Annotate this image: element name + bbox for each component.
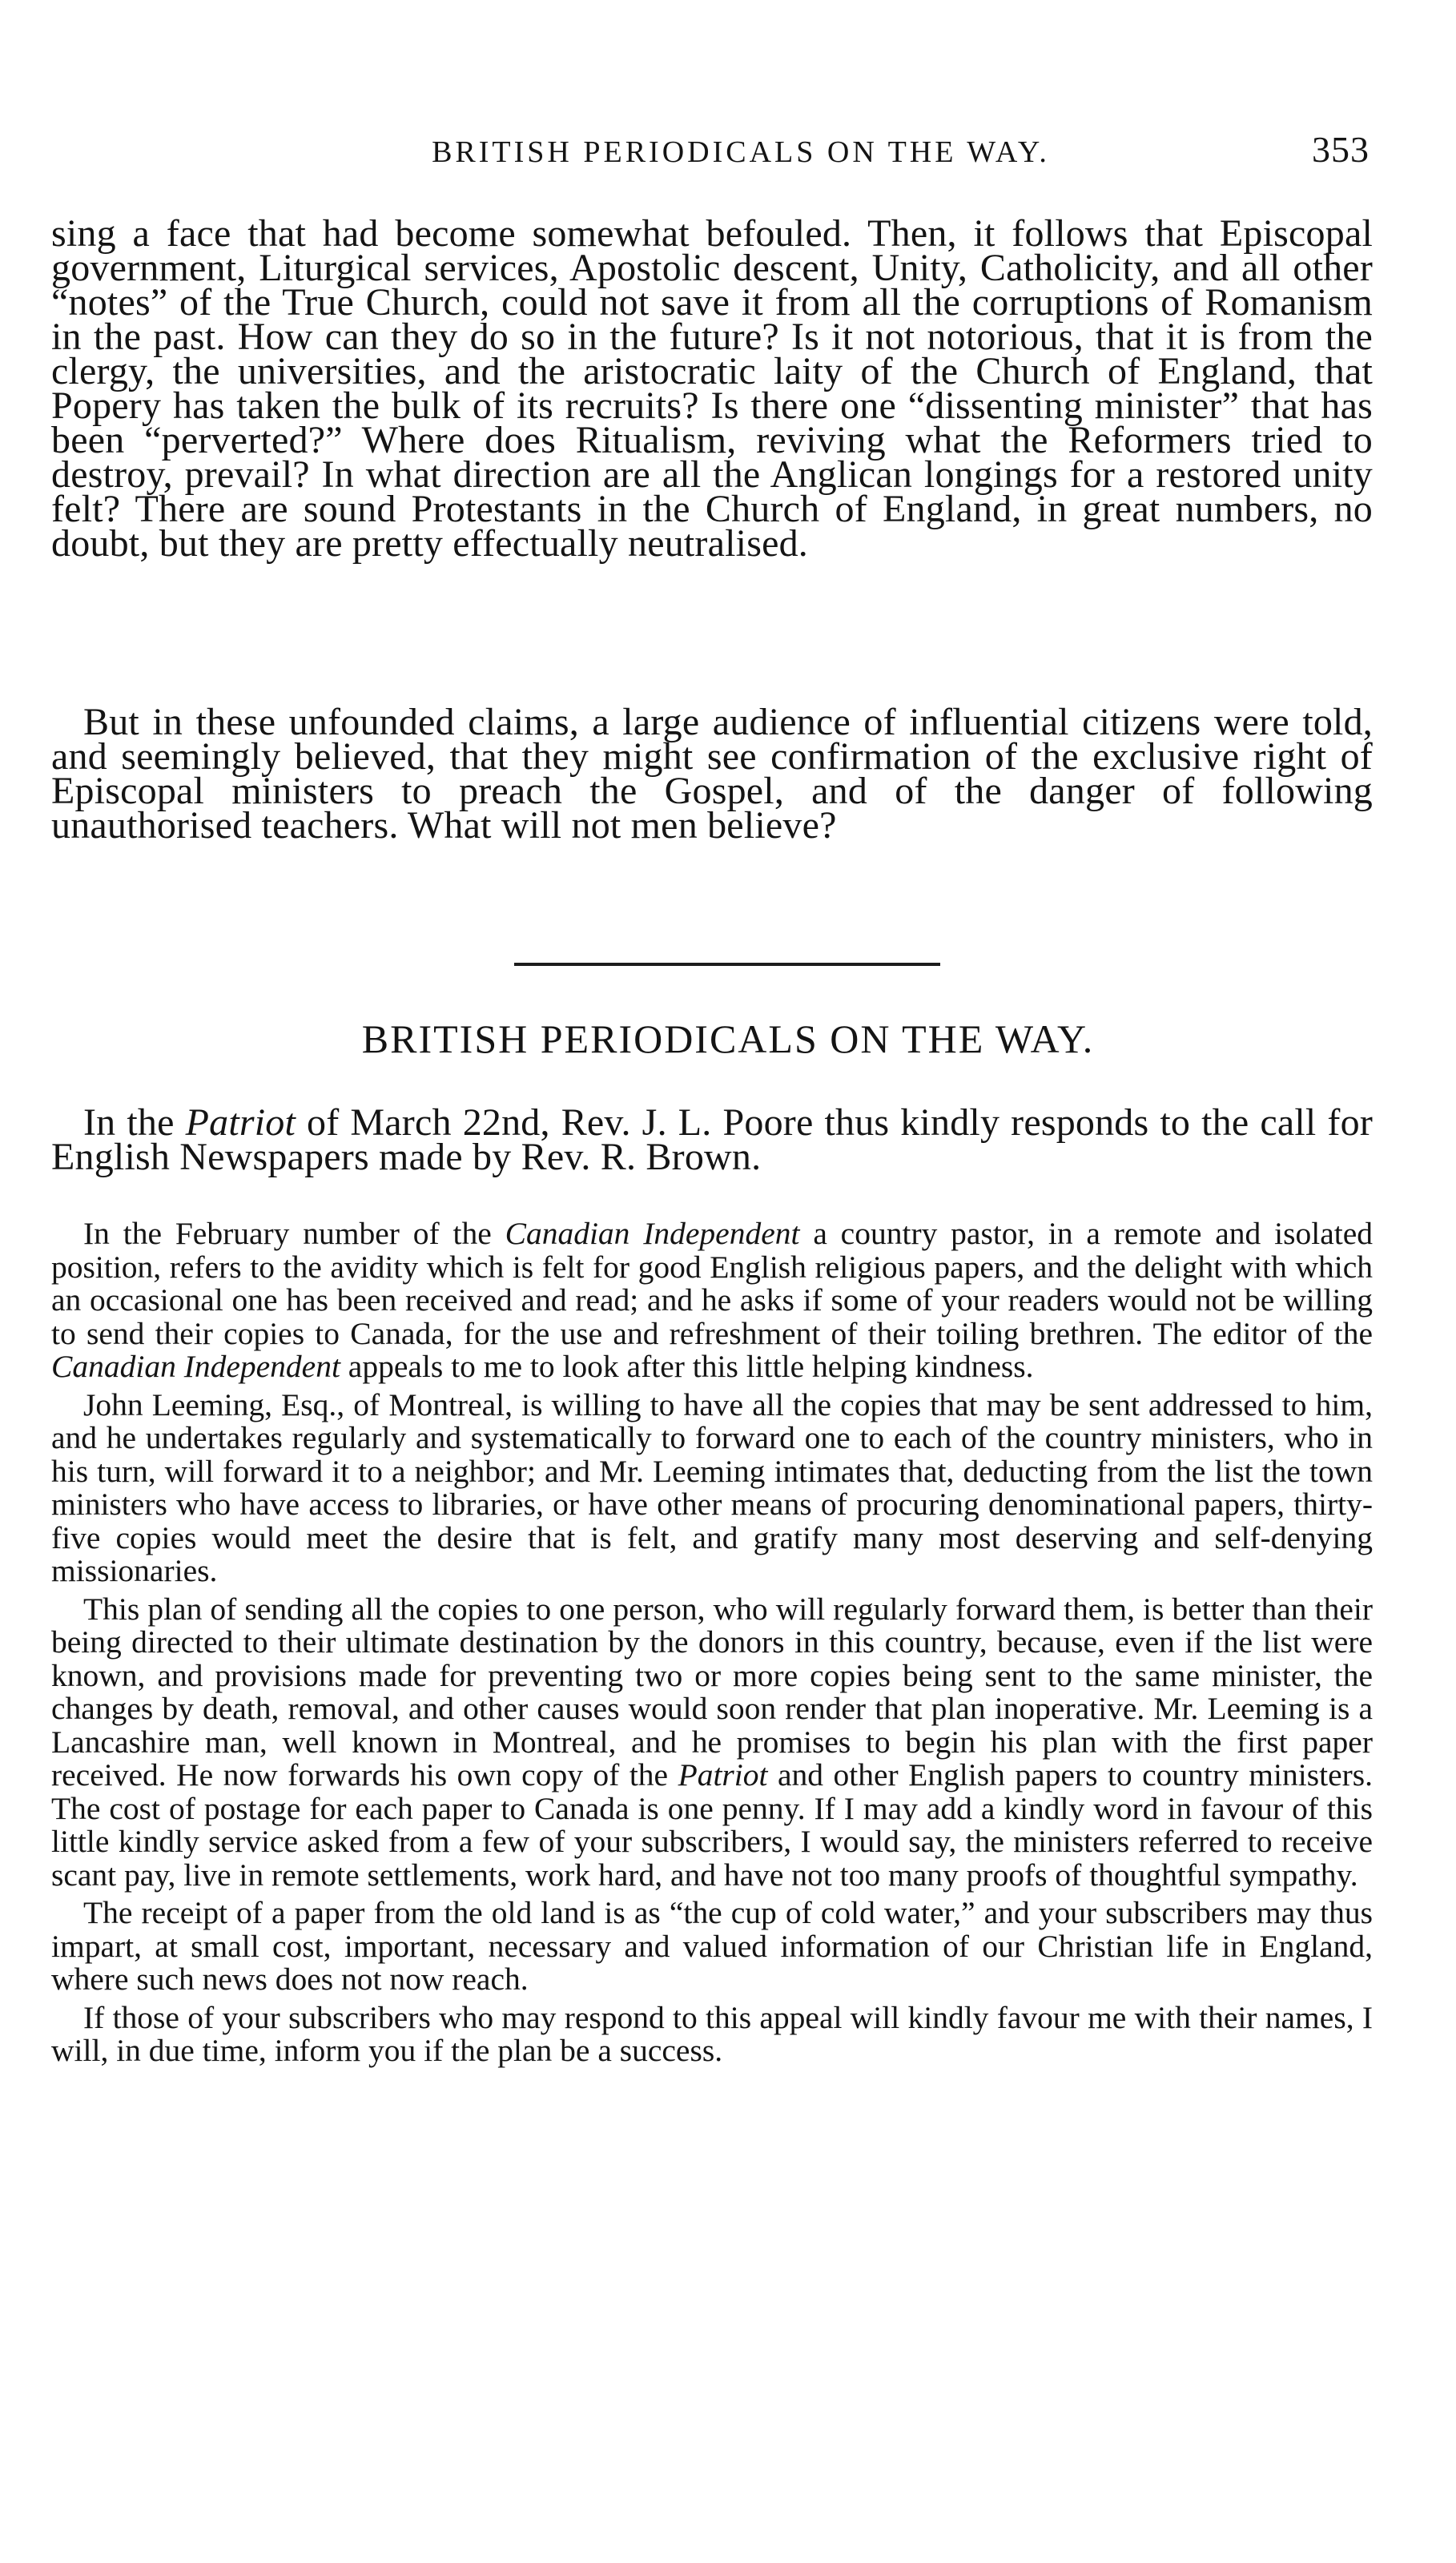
lead-paragraph: [51, 1101, 1373, 1178]
lead-text-before: In the: [83, 1101, 186, 1144]
paragraph-text: But in these unfounded claims, a large audience of influential citizens were told, and seemingly believed, that they might see confirmation of the exclusive right of Episcopal ministers to preach the Gospel, and of the danger of following unauthorised teachers. What will not men believe?: [51, 701, 1373, 847]
letter-paragraph-3: [51, 1593, 1373, 1893]
letter-text: This plan of sending all the copies to one person, who will regularly forward them, is better than their being directed to their ultimate destination by the donors in this country, because, even if the list were known, and provisions made for preventing two or more copies being sent to the same minister, the changes by death, removal, and other causes would soon render that plan inoperative. Mr. Leeming is a Lancashire man, well known in Montreal, and he promises to begin his plan with the first paper received. He now forwards his own copy of the: [51, 1591, 1373, 1792]
periodical-title: Patriot: [678, 1757, 768, 1792]
lead-text-after: of March 22nd, Rev. J. L. Poore thus kindly responds to the call for English Newspapers made by Rev. R. Brown.: [51, 1101, 1373, 1178]
letter-text: appeals to me to look after this little helping kindness.: [340, 1349, 1034, 1384]
letter-text: a country pastor, in a remote and isolated position, refers to the avidity which is felt for good English religious papers, and the delight with which an occasional one has been received and read; and he asks if some of your readers would not be willing to send their copies to Canada, for the use and refreshment of their toiling brethren. The editor of the: [51, 1216, 1373, 1351]
letter-paragraph-5: If those of your subscribers who may respond to this appeal will kindly favour me with their names, I will, in due time, inform you if the plan be a success.: [51, 1999, 1373, 2068]
letter-paragraph-2: John Leeming, Esq., of Montreal, is willing to have all the copies that may be sent addressed to him, and he undertakes regularly and systematically to forward one to each of the country ministers, who in his turn, will forward it to a neighbor; and Mr. Leeming intimates that, deducting from the list the town ministers who have access to libraries, or have other means of procuring denominational papers, thirty-five copies would meet the desire that is felt, and gratify many most deserving and self-denying missionaries.: [51, 1386, 1373, 1588]
letter-paragraph-4: The receipt of a paper from the old land is as “the cup of cold water,” and your subscribers may thus impart, at small cost, important, necessary and valued information of our Christian life in England, where such news does not now reach.: [51, 1895, 1373, 1997]
letter-paragraph-1: [51, 1217, 1373, 1384]
article-title: BRITISH PERIODICALS ON THE WAY.: [361, 1016, 1095, 1061]
section-divider: [514, 963, 940, 966]
periodical-title: Canadian Independent: [51, 1349, 340, 1384]
letter-text: and other English papers to country ministers. The cost of postage for each paper to Canada is one penny. If I may add a kindly word in favour of this little kindly service asked from a few of your subscribers, I would say, the ministers referred to receive scant pay, live in remote settlements, work hard, and have not too many proofs of thoughtful sympathy.: [51, 1757, 1374, 1893]
claims-paragraph: [51, 701, 1373, 847]
patriot-title: Patriot: [185, 1101, 296, 1144]
paragraph-text: sing a face that had become somewhat befouled. Then, it follows that Episcopal government, Liturgical services, Apostolic descent, Unity, Catholicity, and all other “notes” of the True Church, could not save it from all the corruptions of Romanism in the past. How can they do so in the future? Is it not notorious, that it is from the clergy, the universities, and the aristocratic laity of the Church of England, that Popery has taken the bulk of its recruits? Is there one “dissenting minister” that has been “perverted?” Where does Ritualism, reviving what the Reformers tried to destroy, prevail? In what direction are all the Anglican longings for a restored unity felt? There are sound Protestants in the Church of England, in great numbers, no doubt, but they are pretty effectually neutralised.: [51, 212, 1373, 565]
continued-paragraph: [51, 212, 1373, 565]
running-head-title: BRITISH PERIODICALS ON THE WAY.: [432, 135, 1050, 169]
article-lead: [51, 1101, 1373, 1178]
periodical-title: Canadian Independent: [505, 1216, 800, 1251]
letter-text: In the February number of the: [83, 1216, 505, 1251]
page-number: 353: [1312, 129, 1370, 170]
letter-body: [51, 1217, 1373, 2068]
